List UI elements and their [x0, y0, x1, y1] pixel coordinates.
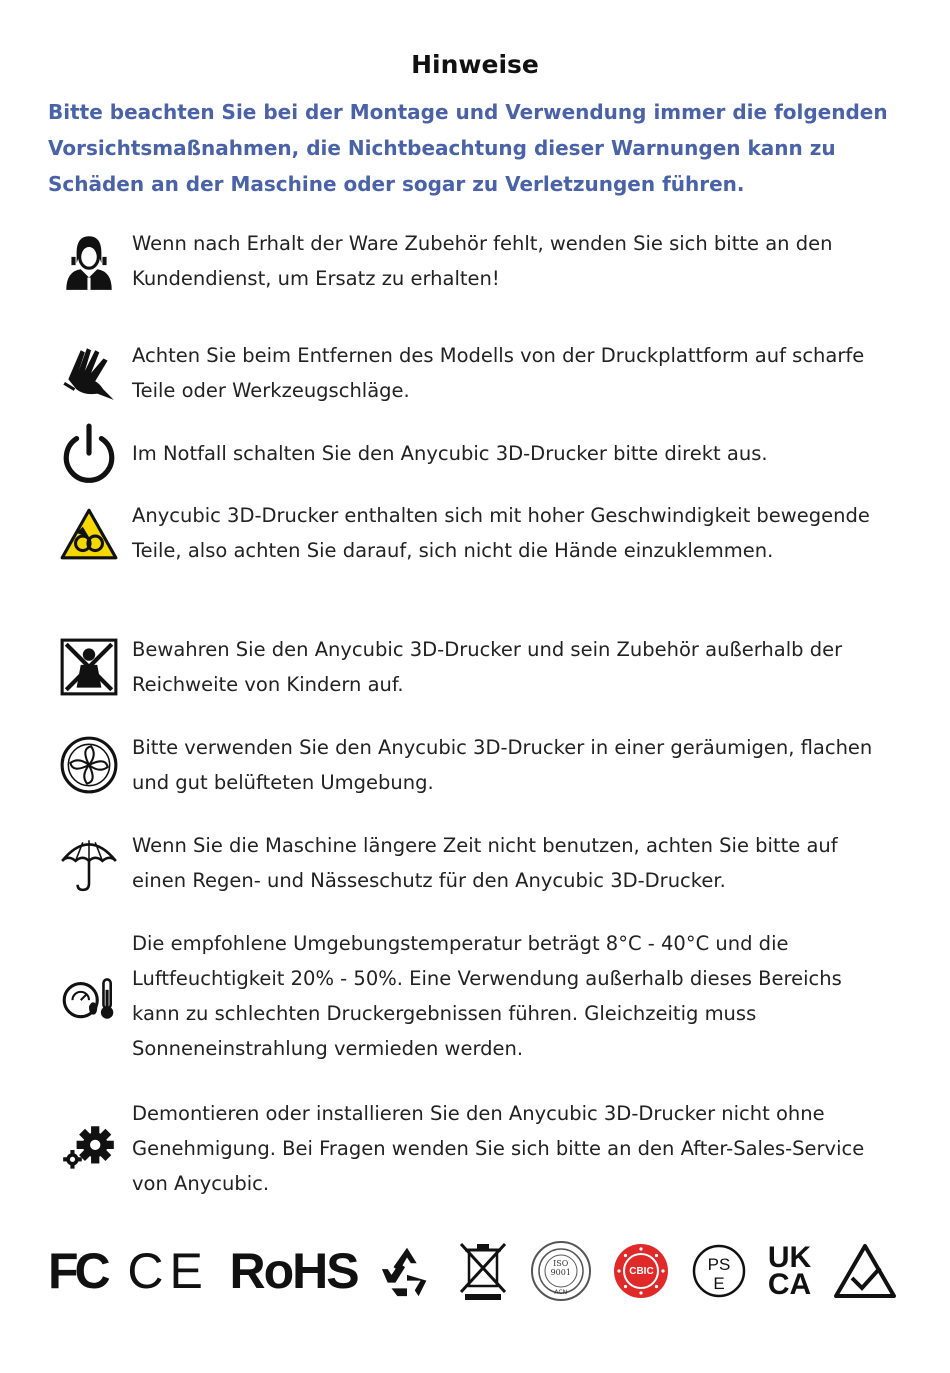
iso-ring-label: ACN	[554, 1288, 568, 1296]
recycle-icon	[378, 1236, 436, 1306]
notice-emergency-off	[56, 420, 896, 486]
notice-disassembly	[56, 1096, 896, 1201]
iso-9001-seal	[530, 1236, 592, 1306]
notice-text: Bewahren Sie den Anycubic 3D-Drucker und sein Zubehör außerhalb der Reichweite von Kindern auf.	[132, 638, 843, 696]
svg-text:E: E	[713, 1274, 725, 1293]
weee-bin-icon	[457, 1236, 509, 1306]
notice-text: Wenn Sie die Maschine längere Zeit nicht benutzen, achten Sie bitte auf einen Regen- und Nässeschutz für den Anycubic 3D-Drucker.	[132, 834, 838, 892]
notice-text: Die empfohlene Umgebungstemperatur beträgt 8°C - 40°C und die Luftfeuchtigkeit 20% - 50%. Eine Verwendung außerhalb dieses Bereichs kann zu schlechten Druckergebnissen führen. Gleichzeitig muss Sonneneinstrahlung vermieden werden.	[132, 932, 842, 1060]
power-icon	[56, 420, 122, 486]
notice-text: Wenn nach Erhalt der Ware Zubehör fehlt, wenden Sie sich bitte an den Kundendienst, um Ersatz zu erhalten!	[132, 232, 833, 290]
notice-text: Bitte verwenden Sie den Anycubic 3D-Drucker in einer geräumigen, flachen und gut belüfteten Umgebung.	[132, 736, 873, 794]
ukca-logo: UK CA	[767, 1241, 812, 1301]
notice-missing-accessories	[56, 226, 896, 296]
ventilation-fan-icon	[56, 732, 122, 798]
notice-moisture	[56, 828, 896, 898]
notice-text: Demontieren oder installieren Sie den Anycubic 3D-Drucker nicht ohne Genehmigung. Bei Fragen wenden Sie sich bitte an den After-Sales-Service von Anycubic.	[132, 1102, 865, 1195]
keep-away-children-icon	[56, 634, 122, 700]
iso-label: ISO 9001	[550, 1259, 571, 1277]
svg-text:PS: PS	[707, 1255, 731, 1274]
cbic-label: CBIC	[629, 1265, 654, 1277]
temperature-humidity-icon	[56, 963, 122, 1029]
hand-injury-icon	[56, 340, 122, 406]
ce-logo: CE	[127, 1243, 209, 1299]
notice-text: Im Notfall schalten Sie den Anycubic 3D-Drucker bitte direkt aus.	[132, 441, 768, 465]
notice-children	[56, 632, 896, 702]
notice-environment	[56, 926, 896, 1066]
notice-ventilation	[56, 730, 896, 800]
pse-logo	[691, 1236, 747, 1306]
fcc-logo: FC	[48, 1243, 107, 1299]
notice-moving-parts	[56, 498, 896, 568]
notice-text: Anycubic 3D-Drucker enthalten sich mit hoher Geschwindigkeit bewegende Teile, also achten Sie darauf, sich nicht die Hände einzuklemmen.	[132, 504, 870, 562]
notice-text: Achten Sie beim Entfernen des Modells von der Druckplattform auf scharfe Teile oder Werkzeugschläge.	[132, 344, 865, 402]
notice-sharp-parts	[56, 338, 896, 408]
certification-logos	[48, 1236, 898, 1306]
rcm-icon	[832, 1236, 898, 1306]
customer-service-icon	[56, 228, 122, 294]
rohs-logo: RoHS	[229, 1243, 358, 1299]
gears-icon	[56, 1116, 122, 1182]
intro-warning: Bitte beachten Sie bei der Montage und Verwendung immer die folgenden Vorsichtsmaßnahmen, die Nichtbeachtung dieser Warnungen kann zu Schäden an der Maschine oder sogar zu Verletzungen führen.	[48, 100, 888, 196]
cbic-seal	[612, 1236, 670, 1306]
page-title: Hinweise	[411, 50, 539, 79]
pinch-warning-icon	[56, 500, 122, 566]
umbrella-icon	[56, 830, 122, 896]
